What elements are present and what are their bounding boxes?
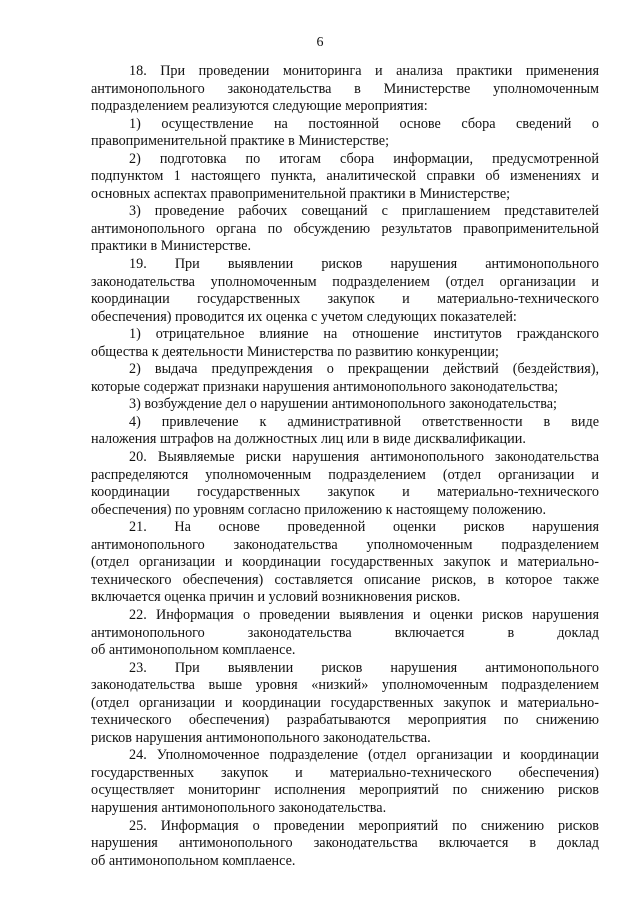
text-line: технического обеспечения) составляется описание рисков, в которое также	[91, 571, 599, 588]
text-line: осуществляет мониторинг исполнения мероприятий по снижению рисков	[91, 782, 599, 799]
paragraph	[91, 660, 599, 748]
paragraph	[91, 449, 599, 519]
text-line: включается оценка причин и условий возникновения рисков.	[91, 589, 461, 606]
paragraph	[91, 203, 599, 256]
text-line: 22. Информация о проведении выявления и оценки рисков нарушения	[129, 606, 599, 623]
paragraph	[91, 151, 599, 204]
text-line: 2) выдача предупреждения о прекращении действий (бездействия),	[129, 361, 599, 378]
text-line: 4) привлечение к административной ответственности в виде	[129, 413, 599, 430]
text-line: 19. При выявлении рисков нарушения антимонопольного	[129, 256, 599, 273]
text-line: антимонопольного законодательства в Министерстве уполномоченным	[91, 80, 599, 97]
text-line: 3) проведение рабочих совещаний с приглашением представителей	[129, 203, 599, 220]
paragraph	[91, 396, 599, 414]
text-line: нарушения антимонопольного законодательства включается в доклад	[91, 835, 599, 852]
paragraph	[91, 256, 599, 326]
text-line: нарушения антимонопольного законодательства.	[91, 799, 387, 816]
text-line: законодательства выше уровня «низкий» уполномоченным подразделением	[91, 677, 599, 694]
text-line: технического обеспечения) разрабатываются мероприятия по снижению	[91, 712, 599, 729]
text-line: (отдел организации и координации государственных закупок и материально-	[91, 694, 599, 711]
text-line: 21. На основе проведенной оценки рисков нарушения	[129, 519, 599, 536]
paragraph	[91, 818, 599, 871]
text-line: 1) отрицательное влияние на отношение институтов гражданского	[129, 326, 599, 343]
paragraph	[91, 414, 599, 449]
text-line: 2) подготовка по итогам сбора информации, предусмотренной	[129, 150, 599, 167]
text-line: государственных закупок и материально-технического обеспечения)	[91, 764, 599, 781]
text-line: распределяются уполномоченным подразделением (отдел организации и	[91, 466, 599, 483]
text-line: рисков нарушения антимонопольного законодательства.	[91, 729, 431, 746]
text-line: наложения штрафов на должностных лиц или в виде дисквалификации.	[91, 431, 526, 448]
text-line: обеспечения) проводится их оценка с учетом следующих показателей:	[91, 308, 517, 325]
text-line: антимонопольного законодательства уполномоченным подразделением	[91, 536, 599, 553]
text-line: 1) осуществление на постоянной основе сбора сведений о	[129, 115, 599, 132]
text-line: которые содержат признаки нарушения антимонопольного законодательства;	[91, 378, 559, 395]
text-line: 23. При выявлении рисков нарушения антимонопольного	[129, 659, 599, 676]
text-line: об антимонопольном комплаенсе.	[91, 852, 296, 869]
text-line: 3) возбуждение дел о нарушении антимонопольного законодательства;	[129, 396, 557, 413]
text-line: подпунктом 1 настоящего пункта, аналитической справки об изменениях и	[91, 168, 599, 185]
text-line: координации государственных закупок и материально-технического	[91, 291, 599, 308]
paragraph	[91, 326, 599, 361]
text-line: правоприменительной практике в Министерстве;	[91, 133, 390, 150]
text-line: 25. Информация о проведении мероприятий по снижению рисков	[129, 817, 599, 834]
text-line: обеспечения) по уровням согласно приложению к настоящему положению.	[91, 501, 547, 518]
paragraph	[91, 607, 599, 660]
text-line: антимонопольного законодательства включается в доклад	[91, 624, 599, 641]
text-line: об антимонопольном комплаенсе.	[91, 642, 296, 659]
text-line: антимонопольного органа по обсуждению результатов правоприменительной	[91, 220, 599, 237]
paragraph	[91, 519, 599, 607]
text-line: подразделением реализуются следующие мероприятия:	[91, 98, 428, 115]
text-line: законодательства уполномоченным подразделением (отдел организации и	[91, 273, 599, 290]
text-line: практики в Министерстве.	[91, 238, 251, 255]
paragraph	[91, 361, 599, 396]
document-body	[91, 63, 599, 870]
paragraph	[91, 747, 599, 817]
paragraph	[91, 116, 599, 151]
text-line: 20. Выявляемые риски нарушения антимонопольного законодательства	[129, 449, 599, 466]
page-number: 6	[316, 35, 324, 50]
text-line: основных аспектах правоприменительной практики в Министерстве;	[91, 185, 511, 202]
paragraph	[91, 63, 599, 116]
text-line: (отдел организации и координации государственных закупок и материально-	[91, 554, 599, 571]
text-line: 24. Уполномоченное подразделение (отдел организации и координации	[129, 747, 599, 764]
text-line: общества к деятельности Министерства по развитию конкуренции;	[91, 343, 499, 360]
text-line: 18. При проведении мониторинга и анализа практики применения	[129, 63, 599, 79]
text-line: координации государственных закупок и материально-технического	[91, 484, 599, 501]
